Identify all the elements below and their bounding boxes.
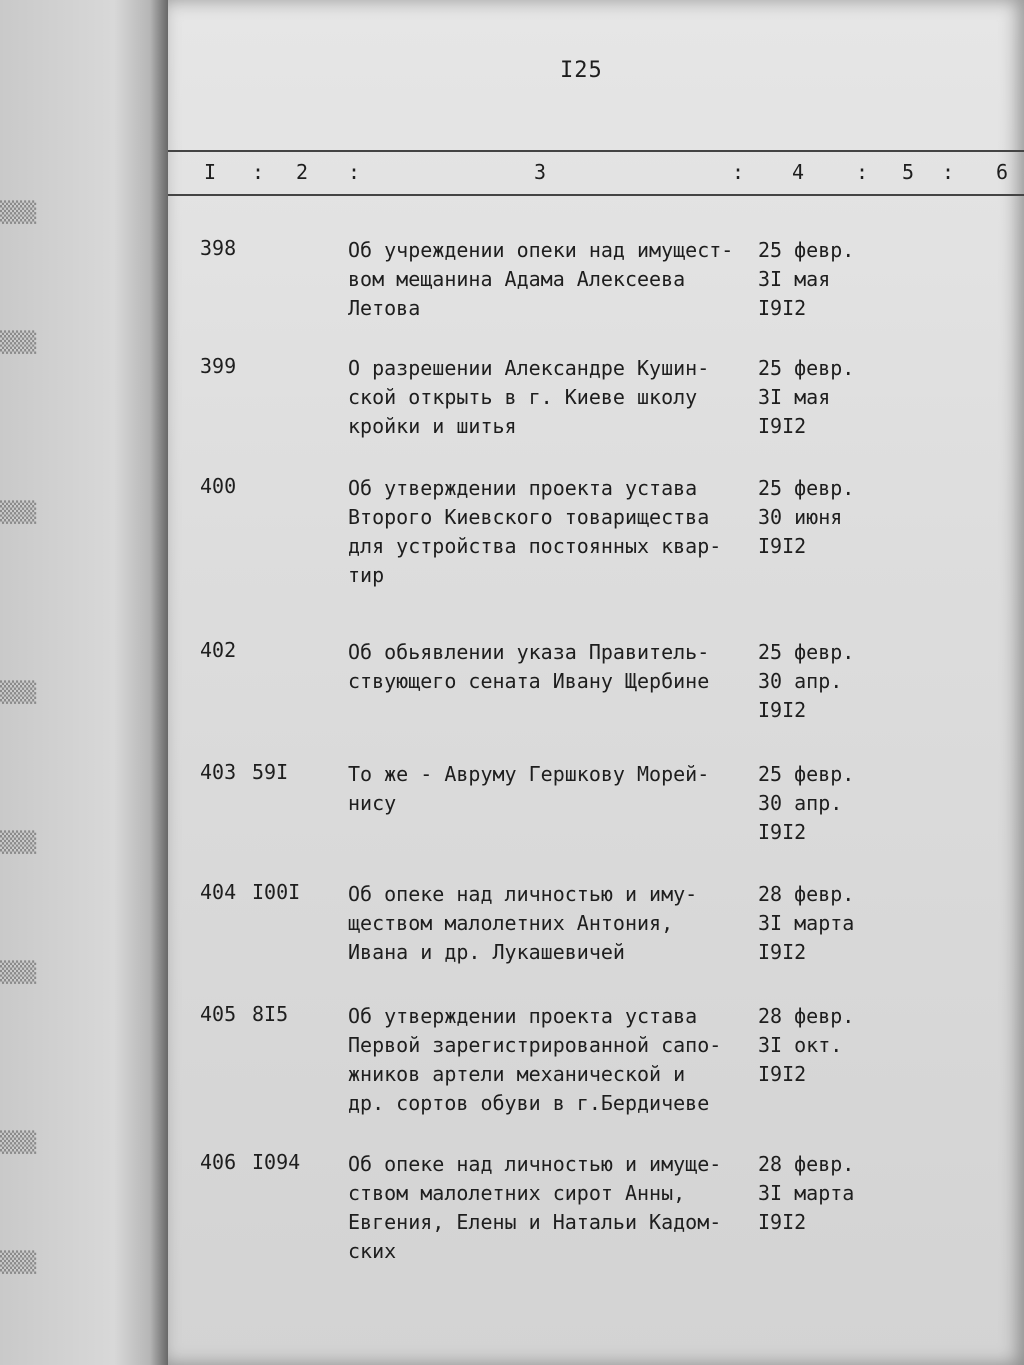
record-dates: 25 февр. 3I мая I9I2 (758, 356, 855, 438)
record-title: То же - Авруму Гершкову Морей- нису (348, 762, 710, 815)
facing-page-text: ▒▒▒ (0, 960, 37, 984)
facing-page-text: ▒▒▒ (0, 330, 37, 354)
facing-page-text: ▒▒▒ (0, 200, 37, 224)
facing-page-text: ▒▒▒ (0, 1130, 37, 1154)
record-code: I094 (252, 1150, 301, 1174)
header-col-5: 5 (902, 160, 915, 184)
record-number: 406 (200, 1150, 237, 1174)
record-title: Об опеке над личностью и имуще- ством малолетних сирот Анны, Евгения, Елены и Натальи Кадом- ских (348, 1152, 722, 1263)
facing-page-text: ▒▒▒ (0, 500, 37, 524)
record-dates: 25 февр. 3I мая I9I2 (758, 238, 855, 320)
header-col-2: 2 (296, 160, 309, 184)
header-separator: : (942, 160, 955, 184)
header-col-1: I (204, 160, 217, 184)
header-separator: : (348, 160, 361, 184)
header-col-4: 4 (792, 160, 805, 184)
record-code: 59I (252, 760, 289, 784)
table-header (168, 150, 1024, 196)
record-title: Об обьявлении указа Правитель- ствующего сената Ивану Щербине (348, 640, 710, 693)
header-separator: : (732, 160, 745, 184)
record-number: 399 (200, 354, 237, 378)
header-separator: : (856, 160, 869, 184)
record-number: 402 (200, 638, 237, 662)
record-code: I00I (252, 880, 301, 904)
record-number: 405 (200, 1002, 237, 1026)
record-title: Об утверждении проекта устава Первой зарегистрированной сапо- жников артели механической и др. сортов обуви в г.Бердичеве (348, 1004, 722, 1115)
facing-page-text: ▒▒▒ (0, 1250, 37, 1274)
record-title: Об опеке над личностью и иму- ществом малолетних Антония, Ивана и др. Лукашевичей (348, 882, 698, 964)
header-col-6: 6 (996, 160, 1009, 184)
record-number: 404 (200, 880, 237, 904)
record-dates: 28 февр. 3I окт. I9I2 (758, 1004, 855, 1086)
record-dates: 25 февр. 30 апр. I9I2 (758, 762, 855, 844)
record-dates: 28 февр. 3I марта I9I2 (758, 882, 855, 964)
record-dates: 28 февр. 3I марта I9I2 (758, 1152, 855, 1234)
record-code: 8I5 (252, 1002, 289, 1026)
record-title: Об утверждении проекта устава Второго Киевского товарищества для устройства постоянных квар- тир (348, 476, 722, 587)
record-dates: 25 февр. 30 апр. I9I2 (758, 640, 855, 722)
facing-page-text: ▒▒▒ (0, 830, 37, 854)
facing-page-text: ▒▒▒ (0, 680, 37, 704)
record-dates: 25 февр. 30 июня I9I2 (758, 476, 855, 558)
record-number: 398 (200, 236, 237, 260)
document-page (168, 0, 1024, 1365)
record-title: Об учреждении опеки над имущест- вом мещанина Адама Алексеева Летова (348, 238, 734, 320)
record-number: 400 (200, 474, 237, 498)
record-title: О разрешении Александре Кушин- ской открыть в г. Киеве школу кройки и шитья (348, 356, 710, 438)
record-number: 403 (200, 760, 237, 784)
page-number: I25 (560, 58, 603, 83)
header-col-3: 3 (534, 160, 547, 184)
header-separator: : (252, 160, 265, 184)
